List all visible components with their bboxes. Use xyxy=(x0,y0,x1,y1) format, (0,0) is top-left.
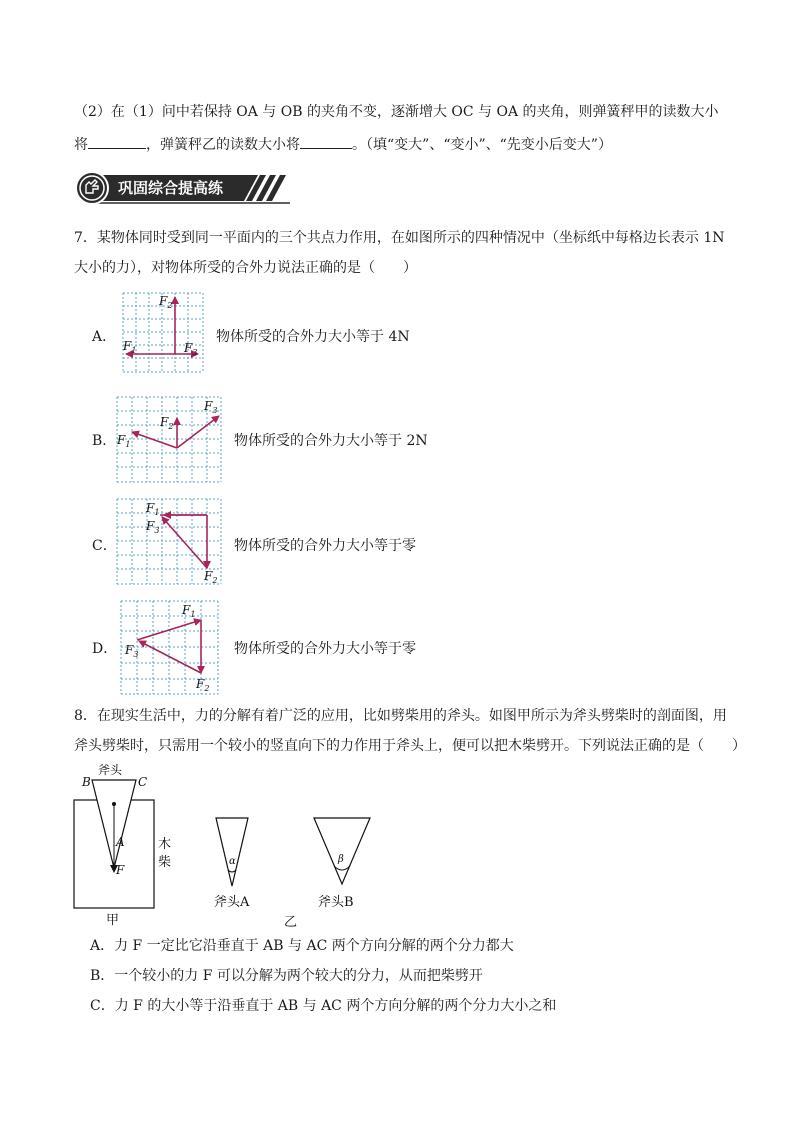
q8-option-a[interactable]: A．力 F 一定比它沿垂直于 AB 与 AC 两个方向分解的两个分力都大 xyxy=(90,938,514,954)
q6-part2-line1: （2）在（1）问中若保持 OA 与 OB 的夹角不变，逐渐增大 OC 与 OA 的夹角，则弹簧秤甲的读数大小 xyxy=(74,104,719,120)
svg-text:β: β xyxy=(338,854,344,865)
svg-text:斧头B: 斧头B xyxy=(318,895,354,910)
option-a-label[interactable]: A． xyxy=(92,329,117,345)
q8-option-c[interactable]: C．力 F 的大小等于沿垂直于 AB 与 AC 两个方向分解的两个分力大小之和 xyxy=(90,998,557,1014)
axe-a xyxy=(216,818,248,886)
svg-text:F2: $F_2$ xyxy=(196,677,210,693)
axe-figure xyxy=(66,760,386,934)
svg-text:斧头: 斧头 xyxy=(98,763,123,777)
q7-line2: 大小的力），对物体所受的合外力说法正确的是（ ） xyxy=(74,260,417,276)
option-b-figure xyxy=(116,396,224,488)
svg-text:F1: $F_1$ xyxy=(117,433,131,449)
svg-text:柴: 柴 xyxy=(158,855,172,870)
svg-text:F1: $F_1$ xyxy=(146,501,160,517)
option-b-label[interactable]: B． xyxy=(92,433,117,449)
axe-b xyxy=(314,818,370,884)
option-b-text: 物体所受的合外力大小等于 2N xyxy=(234,433,428,449)
option-c-figure xyxy=(116,498,224,590)
svg-text:A: A xyxy=(116,835,125,849)
answer-blank-2[interactable] xyxy=(300,134,352,149)
q6-line2-a: 将 xyxy=(74,137,88,153)
svg-text:B: B xyxy=(82,775,91,789)
svg-text:F1: $F_1$ xyxy=(123,339,137,355)
q8-option-b[interactable]: B．一个较小的力 F 可以分解为两个较大的分力，从而把柴劈开 xyxy=(90,968,483,984)
option-a-figure xyxy=(122,292,204,378)
section-banner xyxy=(74,171,292,205)
force-arrow-f3 xyxy=(162,517,207,568)
svg-text:斧头A: 斧头A xyxy=(214,895,250,910)
q6-part2-line2 xyxy=(74,134,612,155)
svg-text:乙: 乙 xyxy=(284,915,298,930)
q8-line1: 8．在现实生活中，力的分解有着广泛的应用，比如劈柴用的斧头。如图甲所示为斧头劈柴时的剖面图，用 xyxy=(74,708,727,724)
q6-line2-b: ，弹簧秤乙的读数大小将 xyxy=(146,137,300,153)
answer-blank-1[interactable] xyxy=(88,134,146,149)
svg-text:α: α xyxy=(229,856,236,867)
q6-line2-c: 。（填“变大”、“变小”、“先变小后变大”） xyxy=(352,137,612,153)
svg-text:C: C xyxy=(138,775,148,789)
force-arrow-f1 xyxy=(132,432,177,448)
option-c-label[interactable]: C． xyxy=(92,538,117,554)
svg-text:F2: $F_2$ xyxy=(204,569,218,585)
option-d-label[interactable]: D． xyxy=(92,641,118,657)
svg-text:F1: $F_1$ xyxy=(182,603,196,619)
svg-text:F: F xyxy=(116,863,125,877)
option-d-text: 物体所受的合外力大小等于零 xyxy=(234,641,416,657)
option-c-text: 物体所受的合外力大小等于零 xyxy=(234,538,416,554)
svg-text:F2: $F_2$ xyxy=(159,294,173,310)
svg-text:F3: $F_3$ xyxy=(125,643,139,659)
svg-text:F3: $F_3$ xyxy=(184,341,198,357)
option-d-figure xyxy=(120,600,220,700)
svg-text:F3: $F_3$ xyxy=(204,399,218,415)
svg-text:F3: $F_3$ xyxy=(146,519,160,535)
q7-line1: 7．某物体同时受到同一平面内的三个共点力作用，在如图所示的四种情况中（坐标纸中每格边长表示 1N xyxy=(74,230,725,246)
q8-line2: 斧头劈柴时，只需用一个较小的竖直向下的力作用于斧头上，便可以把木柴劈开。下列说法正确的是（ ） xyxy=(74,738,746,754)
svg-text:甲: 甲 xyxy=(106,913,120,928)
force-arrow-f3 xyxy=(139,641,201,673)
svg-text:F2: $F_2$ xyxy=(160,415,174,431)
svg-text:木: 木 xyxy=(158,837,172,852)
section-title: 巩固综合提高练 xyxy=(118,179,224,197)
option-a-text: 物体所受的合外力大小等于 4N xyxy=(216,329,410,345)
force-arrow-f3 xyxy=(177,416,219,448)
